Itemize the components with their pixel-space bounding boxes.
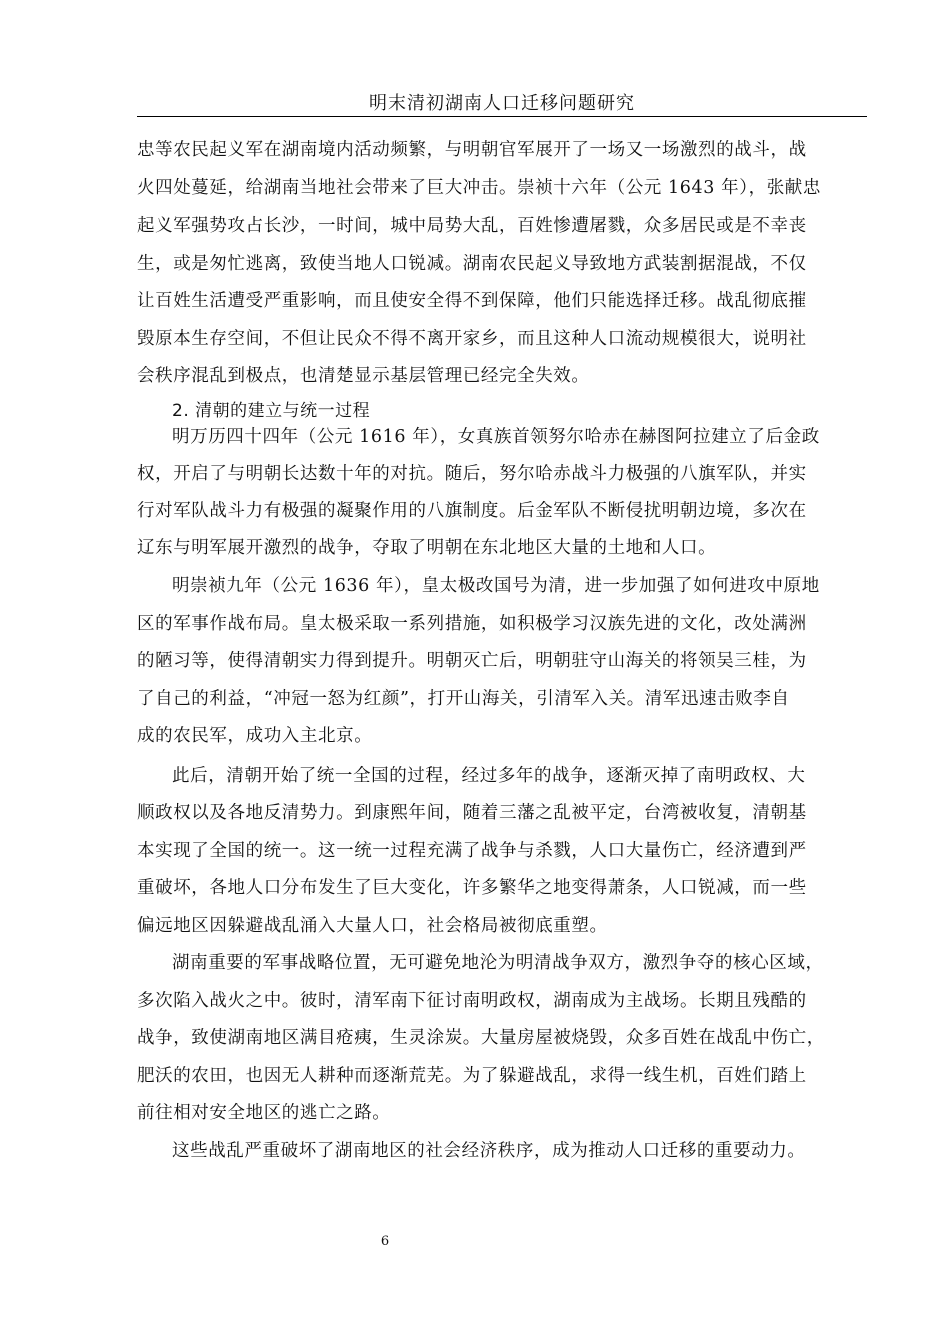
paragraph-line: 了自己的利益，“冲冠一怒为红颜”，打开山海关，引清军入关。清军迅速击败李自	[137, 689, 790, 709]
paragraph-line: 本实现了全国的统一。这一统一过程充满了战争与杀戮，人口大量伤亡，经济遭到严	[137, 841, 807, 861]
paragraph-line: 这些战乱严重破坏了湖南地区的社会经济秩序，成为推动人口迁移的重要动力。	[172, 1141, 806, 1161]
paragraph-line: 偏远地区因躲避战乱涌入大量人口，社会格局被彻底重塑。	[137, 916, 608, 936]
paragraph-line: 战争，致使湖南地区满目疮痍，生灵涂炭。大量房屋被烧毁，众多百姓在战乱中伤亡，	[137, 1028, 825, 1048]
paragraph-line: 权，开启了与明朝长达数十年的对抗。随后，努尔哈赤战斗力极强的八旗军队，并实	[137, 464, 807, 484]
paragraph-line: 肥沃的农田，也因无人耕种而逐渐荒芜。为了躲避战乱，求得一线生机，百姓们踏上	[137, 1066, 807, 1086]
paragraph-line: 湖南重要的军事战略位置，无可避免地沦为明清战争双方，激烈争夺的核心区域，	[172, 953, 824, 973]
section-heading: 2. 清朝的建立与统一过程	[172, 401, 371, 421]
paragraph-line: 重破坏，各地人口分布发生了巨大变化，许多繁华之地变得萧条，人口锐减，而一些	[137, 878, 807, 898]
paragraph-line: 明崇祯九年（公元 1636 年），皇太极改国号为清，进一步加强了如何进攻中原地	[172, 576, 820, 596]
page-header	[137, 92, 867, 117]
paragraph-line: 火四处蔓延，给湖南当地社会带来了巨大冲击。崇祯十六年（公元 1643 年），张献忠	[137, 178, 822, 198]
page-number: 6	[380, 1234, 390, 1249]
paragraph-line: 会秩序混乱到极点，也清楚显示基层管理已经完全失效。	[137, 366, 590, 386]
paragraph-line: 前往相对安全地区的逃亡之路。	[137, 1103, 391, 1123]
header-title: 明末清初湖南人口迁移问题研究	[369, 93, 635, 114]
paragraph-line: 让百姓生活遭受严重影响，而且使安全得不到保障，他们只能选择迁移。战乱彻底摧	[137, 291, 807, 311]
paragraph-line: 起义军强势攻占长沙，一时间，城中局势大乱，百姓惨遭屠戮，众多居民或是不幸丧	[137, 216, 807, 236]
paragraph-line: 行对军队战斗力有极强的凝聚作用的八旗制度。后金军队不断侵扰明朝边境，多次在	[137, 501, 807, 521]
paragraph-line: 区的军事作战布局。皇太极采取一系列措施，如积极学习汉族先进的文化，改处满洲	[137, 614, 807, 634]
paragraph-line: 的陋习等，使得清朝实力得到提升。明朝灭亡后，明朝驻守山海关的将领吴三桂，为	[137, 651, 807, 671]
paragraph-line: 顺政权以及各地反清势力。到康熙年间，随着三藩之乱被平定，台湾被收复，清朝基	[137, 803, 807, 823]
paragraph-line: 成的农民军，成功入主北京。	[137, 726, 373, 746]
paragraph-line: 此后，清朝开始了统一全国的过程，经过多年的战争，逐渐灭掉了南明政权、大	[172, 766, 806, 786]
paragraph-line: 毁原本生存空间，不但让民众不得不离开家乡，而且这种人口流动规模很大，说明社	[137, 329, 807, 349]
paragraph-line: 辽东与明军展开激烈的战争，夺取了明朝在东北地区大量的土地和人口。	[137, 538, 717, 558]
paragraph-line: 生，或是匆忙逃离，致使当地人口锐减。湖南农民起义导致地方武装割据混战，不仅	[137, 254, 807, 274]
paragraph-line: 明万历四十四年（公元 1616 年），女真族首领努尔哈赤在赫图阿拉建立了后金政	[172, 427, 820, 447]
paragraph-line: 多次陷入战火之中。彼时，清军南下征讨南明政权，湖南成为主战场。长期且残酷的	[137, 991, 807, 1011]
paragraph-line: 忠等农民起义军在湖南境内活动频繁，与明朝官军展开了一场又一场激烈的战斗，战	[137, 140, 807, 160]
